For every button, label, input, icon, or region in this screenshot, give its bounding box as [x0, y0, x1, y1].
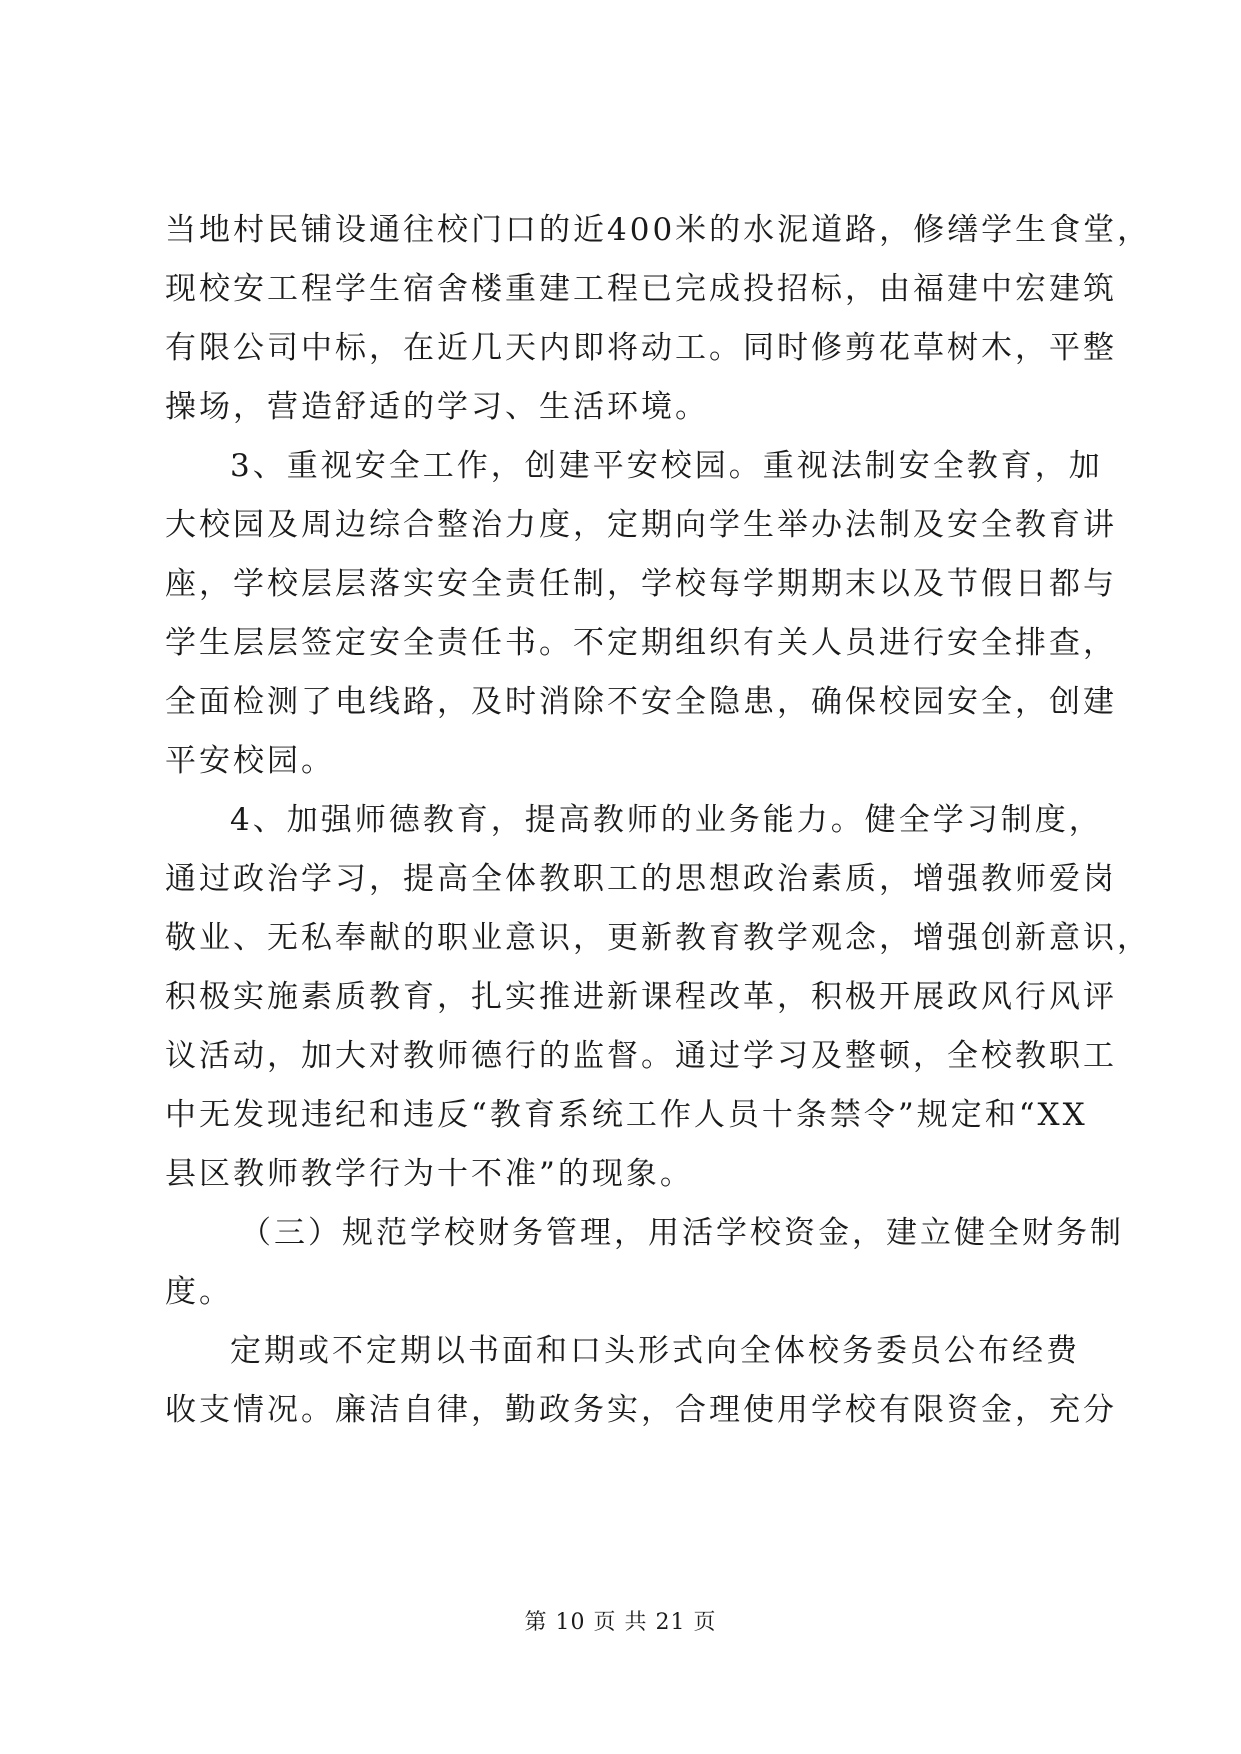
body-line: 县区教师教学行为十不准”的现象。	[165, 1156, 694, 1192]
body-line: 平安校园。	[165, 743, 335, 779]
paragraph-start: 定期或不定期以书面和口头形式向全体校务委员公布经费	[230, 1333, 1080, 1369]
page-number-footer: 第 10 页 共 21 页	[524, 1610, 717, 1635]
body-line: 座，学校层层落实安全责任制，学校每学期期末以及节假日都与	[165, 566, 1117, 602]
section-heading-4: 4、加强师德教育，提高教师的业务能力。健全学习制度，	[230, 802, 1103, 838]
body-line: 度。	[165, 1274, 233, 1310]
body-line: 议活动，加大对教师德行的监督。通过学习及整顿，全校教职工	[165, 1038, 1117, 1074]
body-line: 全面检测了电线路，及时消除不安全隐患，确保校园安全，创建	[165, 684, 1117, 720]
body-line: 收支情况。廉洁自律，勤政务实，合理使用学校有限资金，充分	[165, 1392, 1117, 1428]
body-line: 敬业、无私奉献的职业意识，更新教育教学观念，增强创新意识，	[165, 920, 1151, 956]
body-line: 操场，营造舒适的学习、生活环境。	[165, 389, 709, 425]
body-line: 当地村民铺设通往校门口的近400米的水泥道路，修缮学生食堂，	[165, 212, 1152, 248]
body-line: 有限公司中标，在近几天内即将动工。同时修剪花草树木，平整	[165, 330, 1117, 366]
body-line: 学生层层签定安全责任书。不定期组织有关人员进行安全排查，	[165, 625, 1117, 661]
body-line: 积极实施素质教育，扎实推进新课程改革，积极开展政风行风评	[165, 979, 1117, 1015]
body-line: 通过政治学习，提高全体教职工的思想政治素质，增强教师爱岗	[165, 861, 1117, 897]
section-heading-3: 3、重视安全工作，创建平安校园。重视法制安全教育，加	[230, 448, 1103, 484]
section-heading-san: （三）规范学校财务管理，用活学校资金，建立健全财务制	[240, 1215, 1124, 1251]
body-line: 大校园及周边综合整治力度，定期向学生举办法制及安全教育讲	[165, 507, 1117, 543]
body-line: 中无发现违纪和违反“教育系统工作人员十条禁令”规定和“XX	[165, 1097, 1088, 1133]
body-line: 现校安工程学生宿舍楼重建工程已完成投招标，由福建中宏建筑	[165, 271, 1117, 307]
